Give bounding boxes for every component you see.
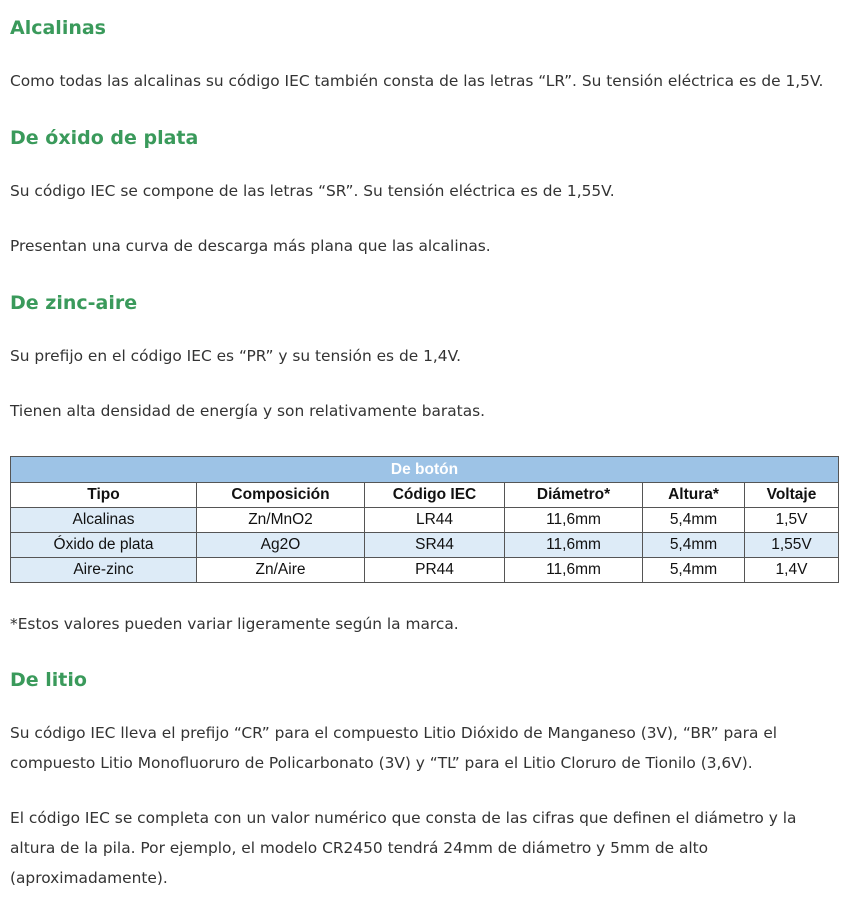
table-cell-voltaje: 1,55V bbox=[745, 533, 839, 558]
table-cell-tipo: Aire-zinc bbox=[11, 558, 197, 583]
table-cell-diametro: 11,6mm bbox=[505, 558, 643, 583]
table-cell-composicion: Ag2O bbox=[197, 533, 365, 558]
table-cell-diametro: 11,6mm bbox=[505, 533, 643, 558]
paragraph-litio-2: El código IEC se completa con un valor numérico que consta de las cifras que definen el diámetro y la altura de la pila. Por ejemplo, el modelo CR2450 tendrá 24mm de diámetro y 5mm de alto (aproximadamente). bbox=[10, 809, 797, 887]
table-header-row bbox=[11, 483, 839, 508]
table-row bbox=[11, 508, 839, 533]
table-cell-codigo-iec: SR44 bbox=[365, 533, 505, 558]
table-header-tipo: Tipo bbox=[11, 483, 197, 508]
table-header-codigo-iec: Código IEC bbox=[365, 483, 505, 508]
table-cell-tipo: Óxido de plata bbox=[11, 533, 197, 558]
paragraph-litio-1: Su código IEC lleva el prefijo “CR” para el compuesto Litio Dióxido de Manganeso (3V), “BR” para el compuesto Litio Monofluoruro de Policarbonato (3V) y “TL” para el Litio Cloruro de Tionilo (3,6V). bbox=[10, 724, 778, 772]
paragraph-alcalinas: Como todas las alcalinas su código IEC también consta de las letras “LR”. Su tensión eléctrica es de 1,5V. bbox=[10, 72, 824, 90]
table-header-voltaje: Voltaje bbox=[745, 483, 839, 508]
paragraph-oxido-plata-2: Presentan una curva de descarga más plana que las alcalinas. bbox=[10, 237, 491, 255]
heading-zinc-aire: De zinc-aire bbox=[10, 292, 138, 314]
table-cell-tipo: Alcalinas bbox=[11, 508, 197, 533]
table-cell-codigo-iec: LR44 bbox=[365, 508, 505, 533]
table-caption: De botón bbox=[11, 457, 839, 483]
button-battery-table-wrapper bbox=[10, 456, 838, 583]
paragraph-zinc-aire-1: Su prefijo en el código IEC es “PR” y su tensión es de 1,4V. bbox=[10, 347, 462, 365]
table-cell-voltaje: 1,4V bbox=[745, 558, 839, 583]
table-footnote: *Estos valores pueden variar ligeramente según la marca. bbox=[10, 615, 459, 633]
table-cell-diametro: 11,6mm bbox=[505, 508, 643, 533]
table-header-diametro: Diámetro* bbox=[505, 483, 643, 508]
table-cell-composicion: Zn/MnO2 bbox=[197, 508, 365, 533]
table-header-composicion: Composición bbox=[197, 483, 365, 508]
table-cell-codigo-iec: PR44 bbox=[365, 558, 505, 583]
table-cell-voltaje: 1,5V bbox=[745, 508, 839, 533]
table-cell-altura: 5,4mm bbox=[643, 508, 745, 533]
button-battery-table bbox=[10, 456, 839, 583]
table-row bbox=[11, 558, 839, 583]
paragraph-zinc-aire-2: Tienen alta densidad de energía y son relativamente baratas. bbox=[10, 402, 486, 420]
table-row bbox=[11, 533, 839, 558]
table-cell-composicion: Zn/Aire bbox=[197, 558, 365, 583]
heading-alcalinas: Alcalinas bbox=[10, 17, 106, 39]
table-cell-altura: 5,4mm bbox=[643, 558, 745, 583]
table-cell-altura: 5,4mm bbox=[643, 533, 745, 558]
table-header-altura: Altura* bbox=[643, 483, 745, 508]
heading-litio: De litio bbox=[10, 669, 87, 691]
paragraph-oxido-plata-1: Su código IEC se compone de las letras “SR”. Su tensión eléctrica es de 1,55V. bbox=[10, 182, 615, 200]
heading-oxido-plata: De óxido de plata bbox=[10, 127, 199, 149]
